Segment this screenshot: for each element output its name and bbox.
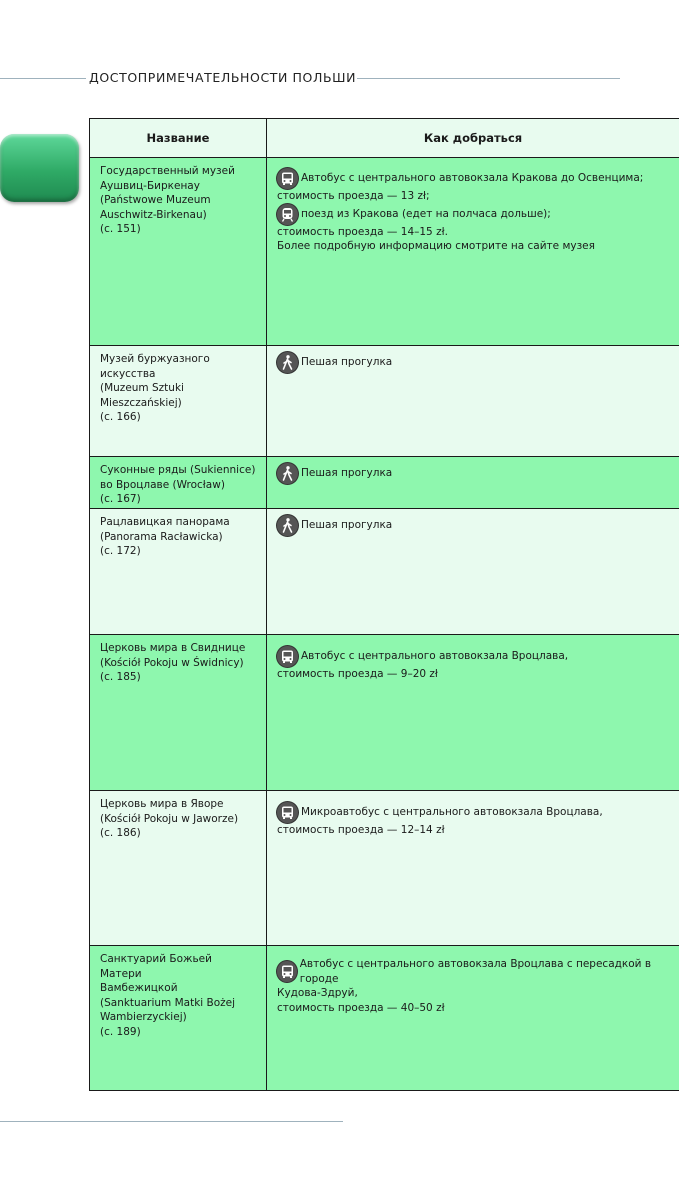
- how-to-get-cell: [267, 635, 679, 791]
- bus-icon: [277, 646, 298, 667]
- how-to-get-cell: [267, 346, 679, 457]
- route-text: стоимость проезда — 12–14 zł: [277, 824, 445, 836]
- table-row: [90, 635, 679, 791]
- table-row: [90, 509, 679, 635]
- sight-name-line: (Panorama Racławicka): [100, 530, 223, 543]
- sight-name-line: Аушвиц-Биркенау: [100, 179, 200, 192]
- sight-page-ref: (с. 189): [100, 1025, 141, 1038]
- train-icon: [277, 204, 298, 225]
- how-to-get-cell: [267, 791, 679, 946]
- footer-rule: [0, 1121, 343, 1122]
- header-rule-left: [0, 78, 86, 79]
- sight-name-line: (Kościół Pokoju w Jaworze): [100, 812, 239, 825]
- sight-name-line: Церковь мира в Яворе: [100, 798, 224, 810]
- sight-name-line: Рацлавицкая панорама: [100, 516, 230, 528]
- sight-name-line: Wambierzyckiej): [100, 1011, 187, 1024]
- sight-name-line: Mieszczańskiej): [100, 396, 182, 409]
- route-text: стоимость проезда — 40–50 zł: [277, 1001, 445, 1014]
- how-to-get-cell: [267, 457, 679, 509]
- sight-name-cell: [90, 346, 267, 457]
- sight-name-line: во Вроцлаве (Wrocław): [100, 478, 225, 491]
- table-row: [90, 791, 679, 946]
- sight-name-cell: [90, 946, 267, 1091]
- sight-page-ref: (с. 166): [100, 411, 141, 424]
- route-text: Автобус с центрального автовокзала Вроцлава с пересадкой в городе: [299, 958, 652, 985]
- sight-page-ref: (с. 186): [100, 827, 141, 840]
- sight-name-line: Музей буржуазного: [100, 353, 210, 365]
- sight-name-line: Суконные ряды (Sukiennice): [100, 464, 256, 476]
- route-text: стоимость проезда — 9–20 zł: [277, 668, 438, 680]
- sight-page-ref: (с. 167): [100, 493, 141, 506]
- how-to-get-cell: [267, 509, 679, 635]
- table-row: [90, 346, 679, 457]
- sight-page-ref: (с. 151): [100, 223, 141, 236]
- column-header-name: Название: [90, 119, 267, 158]
- header-rule-right: [357, 78, 620, 79]
- page-title: ДОСТОПРИМЕЧАТЕЛЬНОСТИ ПОЛЬШИ: [89, 70, 357, 85]
- table-row: [90, 158, 679, 346]
- section-tab-marker: [0, 134, 79, 202]
- sight-name-line: Auschwitz-Birkenau): [100, 208, 207, 221]
- walk-icon: [277, 352, 298, 373]
- sight-name-line: (Sanktuarium Matki Bożej: [100, 996, 236, 1009]
- column-header-way: Как добраться: [267, 119, 679, 158]
- how-to-get-cell: [267, 158, 679, 346]
- route-text: Микроавтобус с центрального автовокзала Вроцлава,: [301, 806, 603, 819]
- route-text: Более подробную информацию смотрите на сайте музея: [277, 240, 595, 253]
- table-row: [90, 457, 679, 509]
- route-text: Кудова-Здруй,: [277, 987, 358, 1000]
- sight-name-cell: [90, 791, 267, 946]
- walk-icon: [277, 515, 298, 536]
- sight-name-cell: [90, 158, 267, 346]
- route-text: поезд из Кракова (едет на полчаса дольше);: [301, 207, 551, 220]
- sights-table: [89, 118, 679, 1091]
- sight-name-line: (Muzeum Sztuki: [100, 382, 184, 395]
- sight-name-cell: [90, 635, 267, 791]
- route-text: Пешая прогулка: [301, 356, 393, 369]
- walk-icon: [277, 463, 298, 484]
- route-text: Пешая прогулка: [301, 519, 393, 532]
- how-to-get-cell: [267, 946, 679, 1091]
- sight-name-line: Государственный музей: [100, 165, 235, 177]
- sight-name-line: Вамбежицкой: [100, 982, 178, 995]
- route-text: Автобус с центрального автовокзала Кракова до Освенцима;: [301, 172, 644, 185]
- table-row: [90, 946, 679, 1091]
- sight-page-ref: (с. 185): [100, 671, 141, 684]
- route-text: Пешая прогулка: [301, 467, 393, 480]
- sight-name-cell: [90, 509, 267, 635]
- sight-name-cell: [90, 457, 267, 509]
- sight-name-line: Санктуарий Божьей Матери: [100, 953, 212, 980]
- sight-name-line: (Kościół Pokoju w Świdnicy): [100, 656, 244, 669]
- route-text: стоимость проезда — 14–15 zł.: [277, 225, 448, 238]
- bus-icon: [277, 168, 298, 189]
- bus-icon: [277, 961, 297, 982]
- sight-name-line: (Państwowe Muzeum: [100, 194, 211, 207]
- sight-name-line: Церковь мира в Свиднице: [100, 642, 246, 654]
- sight-page-ref: (с. 172): [100, 545, 141, 558]
- sight-name-line: искусства: [100, 367, 156, 380]
- route-text: Автобус с центрального автовокзала Вроцлава,: [301, 650, 569, 663]
- route-text: стоимость проезда — 13 zł;: [277, 190, 430, 202]
- bus-icon: [277, 802, 298, 823]
